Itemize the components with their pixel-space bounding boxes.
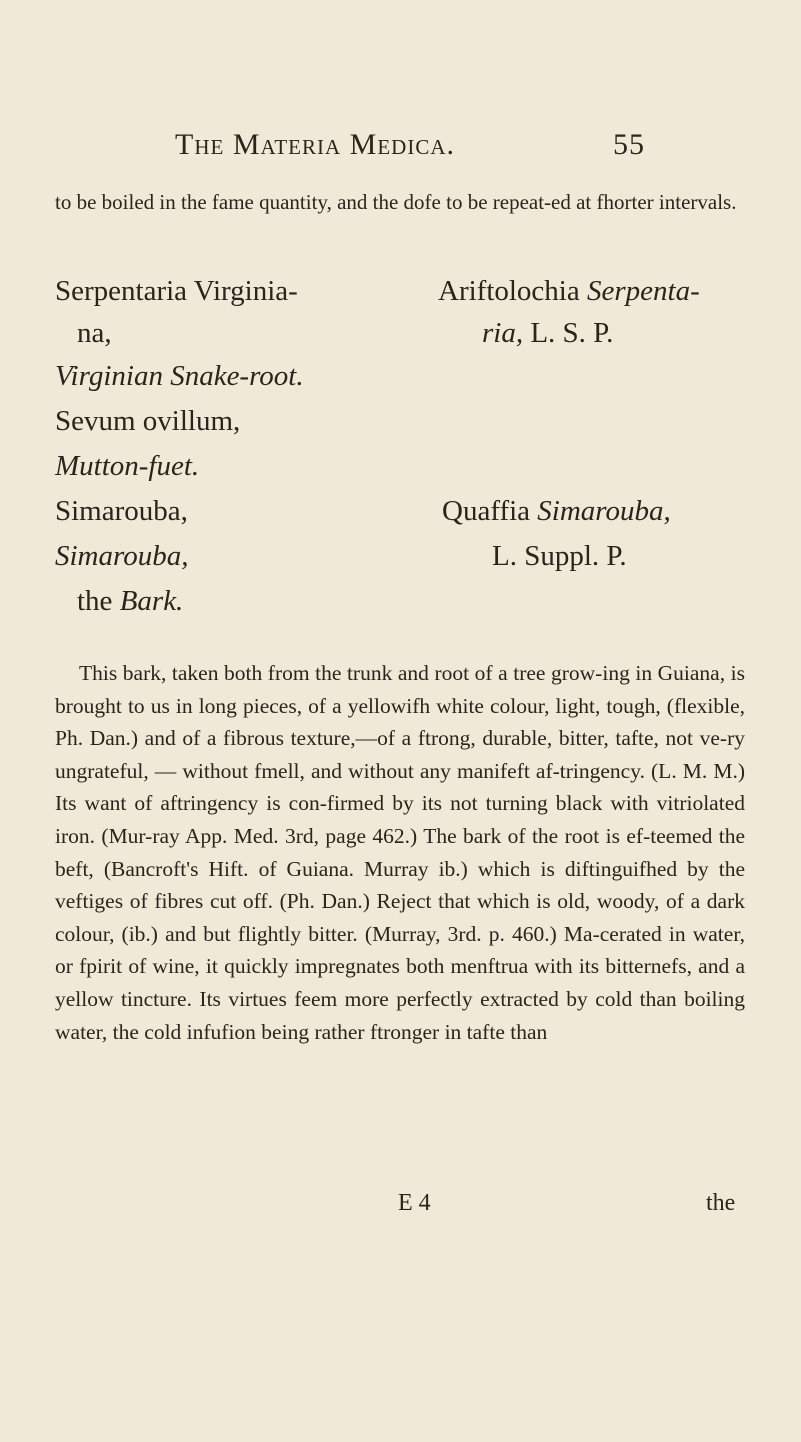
running-header	[175, 128, 645, 162]
entry-mutton-suet: Mutton-fuet.	[55, 450, 200, 482]
aristolochia-species-end: ria,	[482, 317, 524, 349]
entry-lsuppl: L. Suppl. P.	[492, 540, 627, 572]
entry-serpentaria-line1: Serpentaria Virginia-	[55, 275, 298, 307]
bark-article: the	[77, 585, 120, 617]
signature-mark: E 4	[398, 1190, 431, 1216]
entry-simarouba-italic: Simarouba,	[55, 540, 189, 572]
running-title: The Materia Medica.	[175, 128, 455, 161]
entry-simarouba: Simarouba,	[55, 495, 188, 527]
entry-sevum: Sevum ovillum,	[55, 405, 241, 437]
catchword: the	[706, 1190, 736, 1216]
main-paragraph	[55, 657, 745, 1048]
entry-quassia	[442, 495, 671, 528]
quassia-name: Quaffia	[442, 495, 538, 527]
quassia-species: Simarouba,	[537, 495, 671, 527]
aristolochia-species: Serpenta-	[586, 275, 700, 307]
aristolochia-name: Ariftolochia	[438, 275, 587, 307]
entry-aristolochia-line1	[438, 275, 700, 308]
bark-word: Bark.	[119, 585, 184, 617]
entry-snake-root: Virginian Snake-root.	[55, 360, 304, 392]
entry-aristolochia-line2	[482, 317, 613, 350]
entry-serpentaria-line2: na,	[77, 317, 112, 349]
intro-paragraph: to be boiled in the fame quantity, and the dofe to be repeat-ed at fhorter intervals.	[55, 190, 737, 214]
paragraph-text: This bark, taken both from the trunk and root of a tree grow-ing in Guiana, is brought to us in long pieces, of a yellowifh white colour, light, tough, (flexible, Ph. Dan.) and of a fibrous texture,—of a ftrong, durable, bitter, tafte, not ve-ry ungrateful, — without fmell, and without any manifeft af-tringency. (L. M. M.) Its want of aftringency is con-firmed by its not turning black with vitriolated iron. (Mur-ray App. Med. 3rd, page 462.) The bark of the root is ef-teemed the beft, (Bancroft's Hift. of Guiana. Murray ib.) which is diftinguifhed by the veftiges of fibres cut off. (Ph. Dan.) Reject that which is old, woody, of a dark colour, (ib.) and but flightly bitter. (Murray, 3rd. p. 460.) Ma-cerated in water, or fpirit of wine, it quickly impregnates both menftrua with its bitternefs, and a yellow tincture. Its virtues feem more perfectly extracted by cold than boiling water, the cold infufion being rather ftronger in tafte than	[55, 661, 745, 1044]
aristolochia-source: L. S. P.	[523, 317, 614, 349]
page-number: 55	[613, 128, 645, 161]
page-footer	[0, 1190, 801, 1220]
entry-the-bark	[77, 585, 183, 618]
